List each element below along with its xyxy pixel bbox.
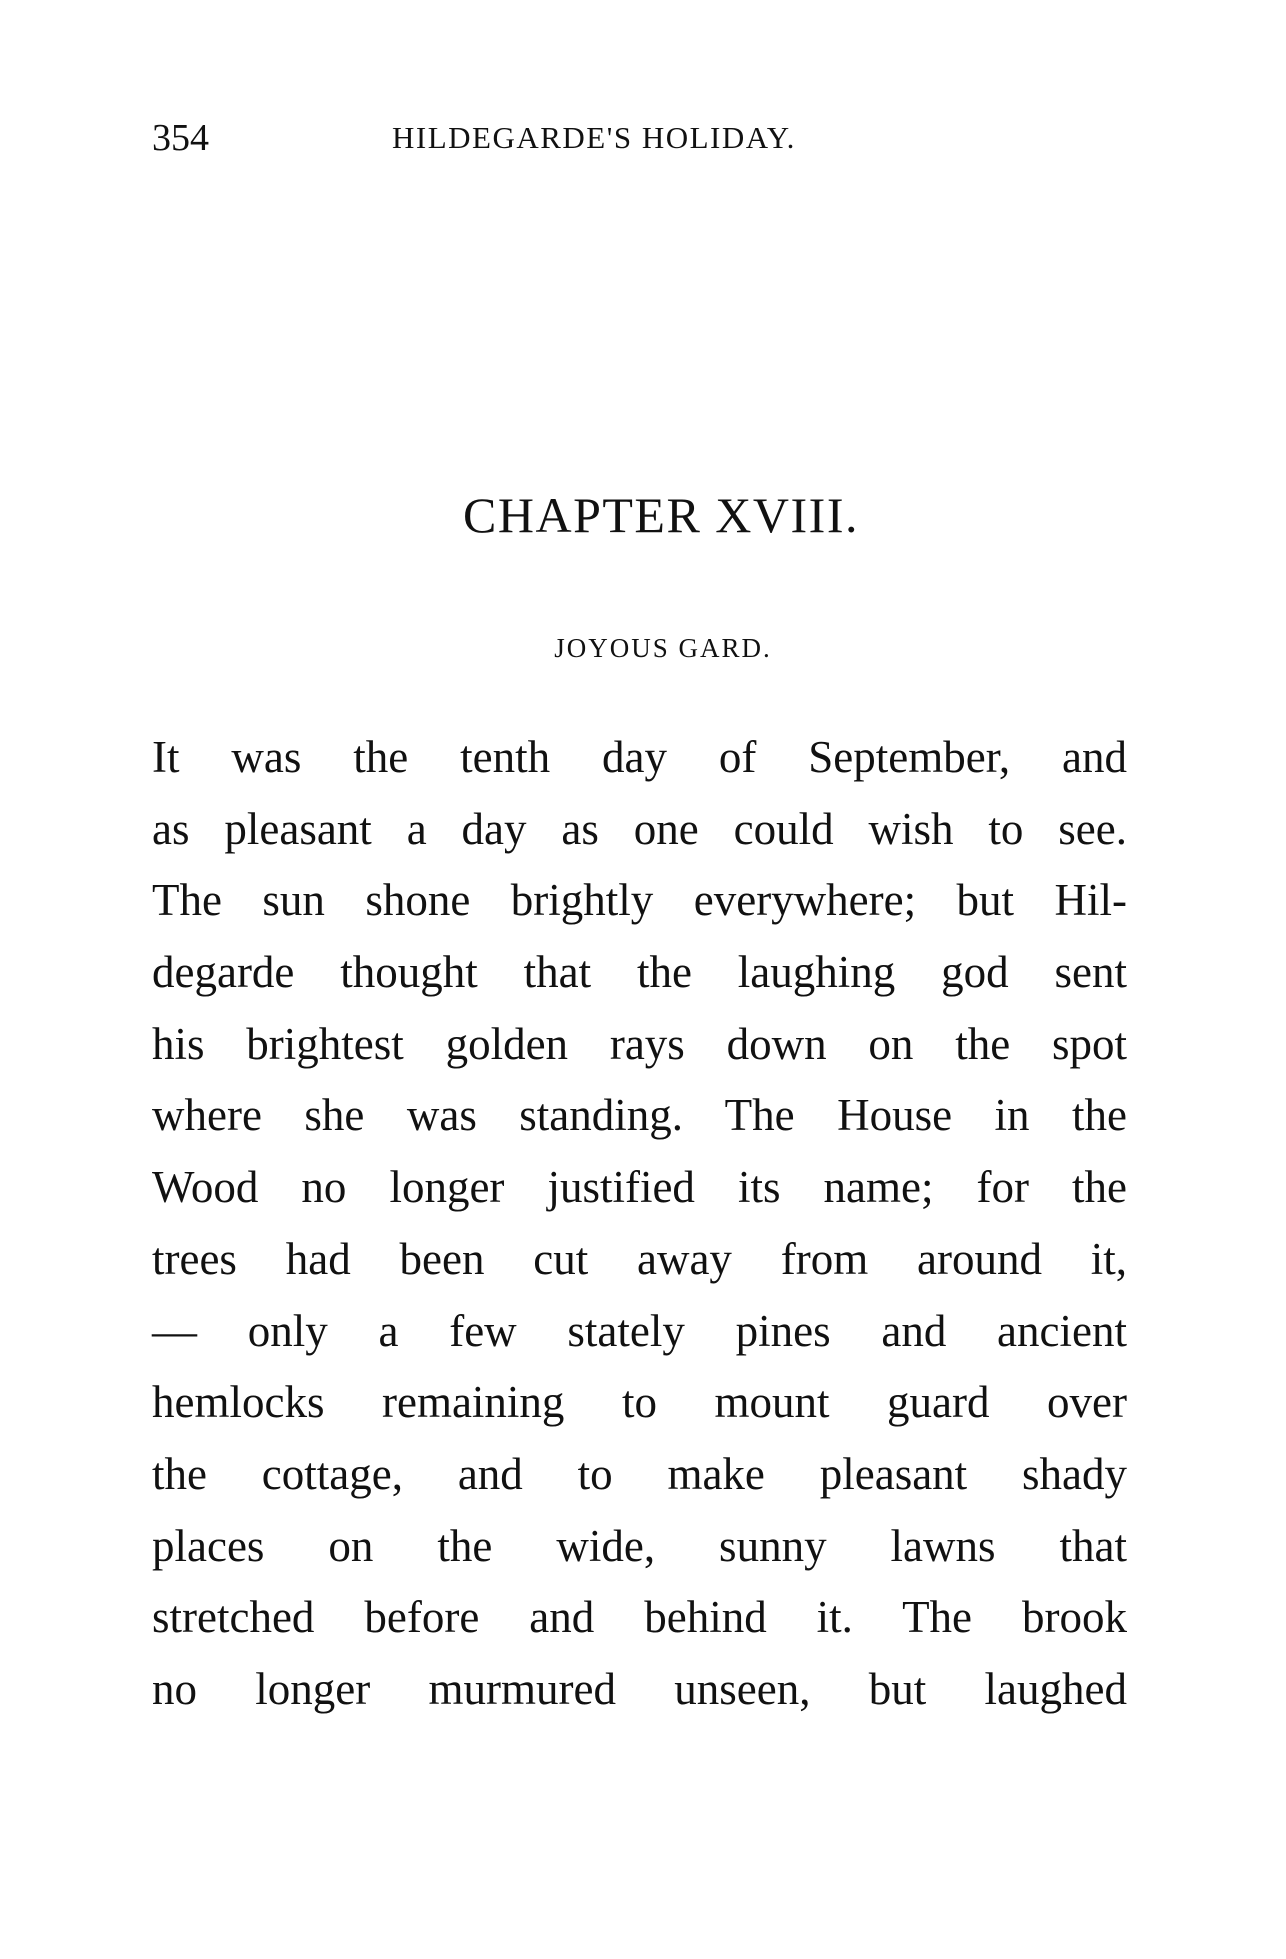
text-line: where she was standing. The House in the bbox=[152, 1090, 1127, 1141]
text-line: places on the wide, sunny lawns that bbox=[152, 1520, 1127, 1571]
running-title: HILDEGARDE'S HOLIDAY. bbox=[392, 120, 796, 155]
text-line: Wood no longer justified its name; for the bbox=[152, 1162, 1127, 1213]
text-line: The sun shone brightly everywhere; but Hil- bbox=[152, 875, 1127, 926]
text-line: degarde thought that the laughing god sent bbox=[152, 947, 1127, 998]
text-line: hemlocks remaining to mount guard over bbox=[152, 1377, 1127, 1428]
page-number: 354 bbox=[152, 117, 209, 159]
text-line: no longer murmured unseen, but laughed bbox=[152, 1663, 1127, 1714]
text-line: It was the tenth day of September, and bbox=[152, 732, 1127, 782]
body-text bbox=[152, 722, 1127, 1726]
text-line: the cottage, and to make pleasant shady bbox=[152, 1448, 1127, 1499]
text-line: trees had been cut away from around it, bbox=[152, 1233, 1127, 1284]
chapter-subtitle: JOYOUS GARD. bbox=[554, 633, 772, 663]
text-line: — only a few stately pines and ancient bbox=[152, 1305, 1127, 1356]
running-header bbox=[0, 108, 1286, 168]
chapter-title: CHAPTER XVIII. bbox=[463, 487, 859, 543]
text-line: as pleasant a day as one could wish to see. bbox=[152, 803, 1127, 854]
text-line: his brightest golden rays down on the spot bbox=[152, 1018, 1127, 1069]
text-line: stretched before and behind it. The brook bbox=[152, 1592, 1127, 1643]
